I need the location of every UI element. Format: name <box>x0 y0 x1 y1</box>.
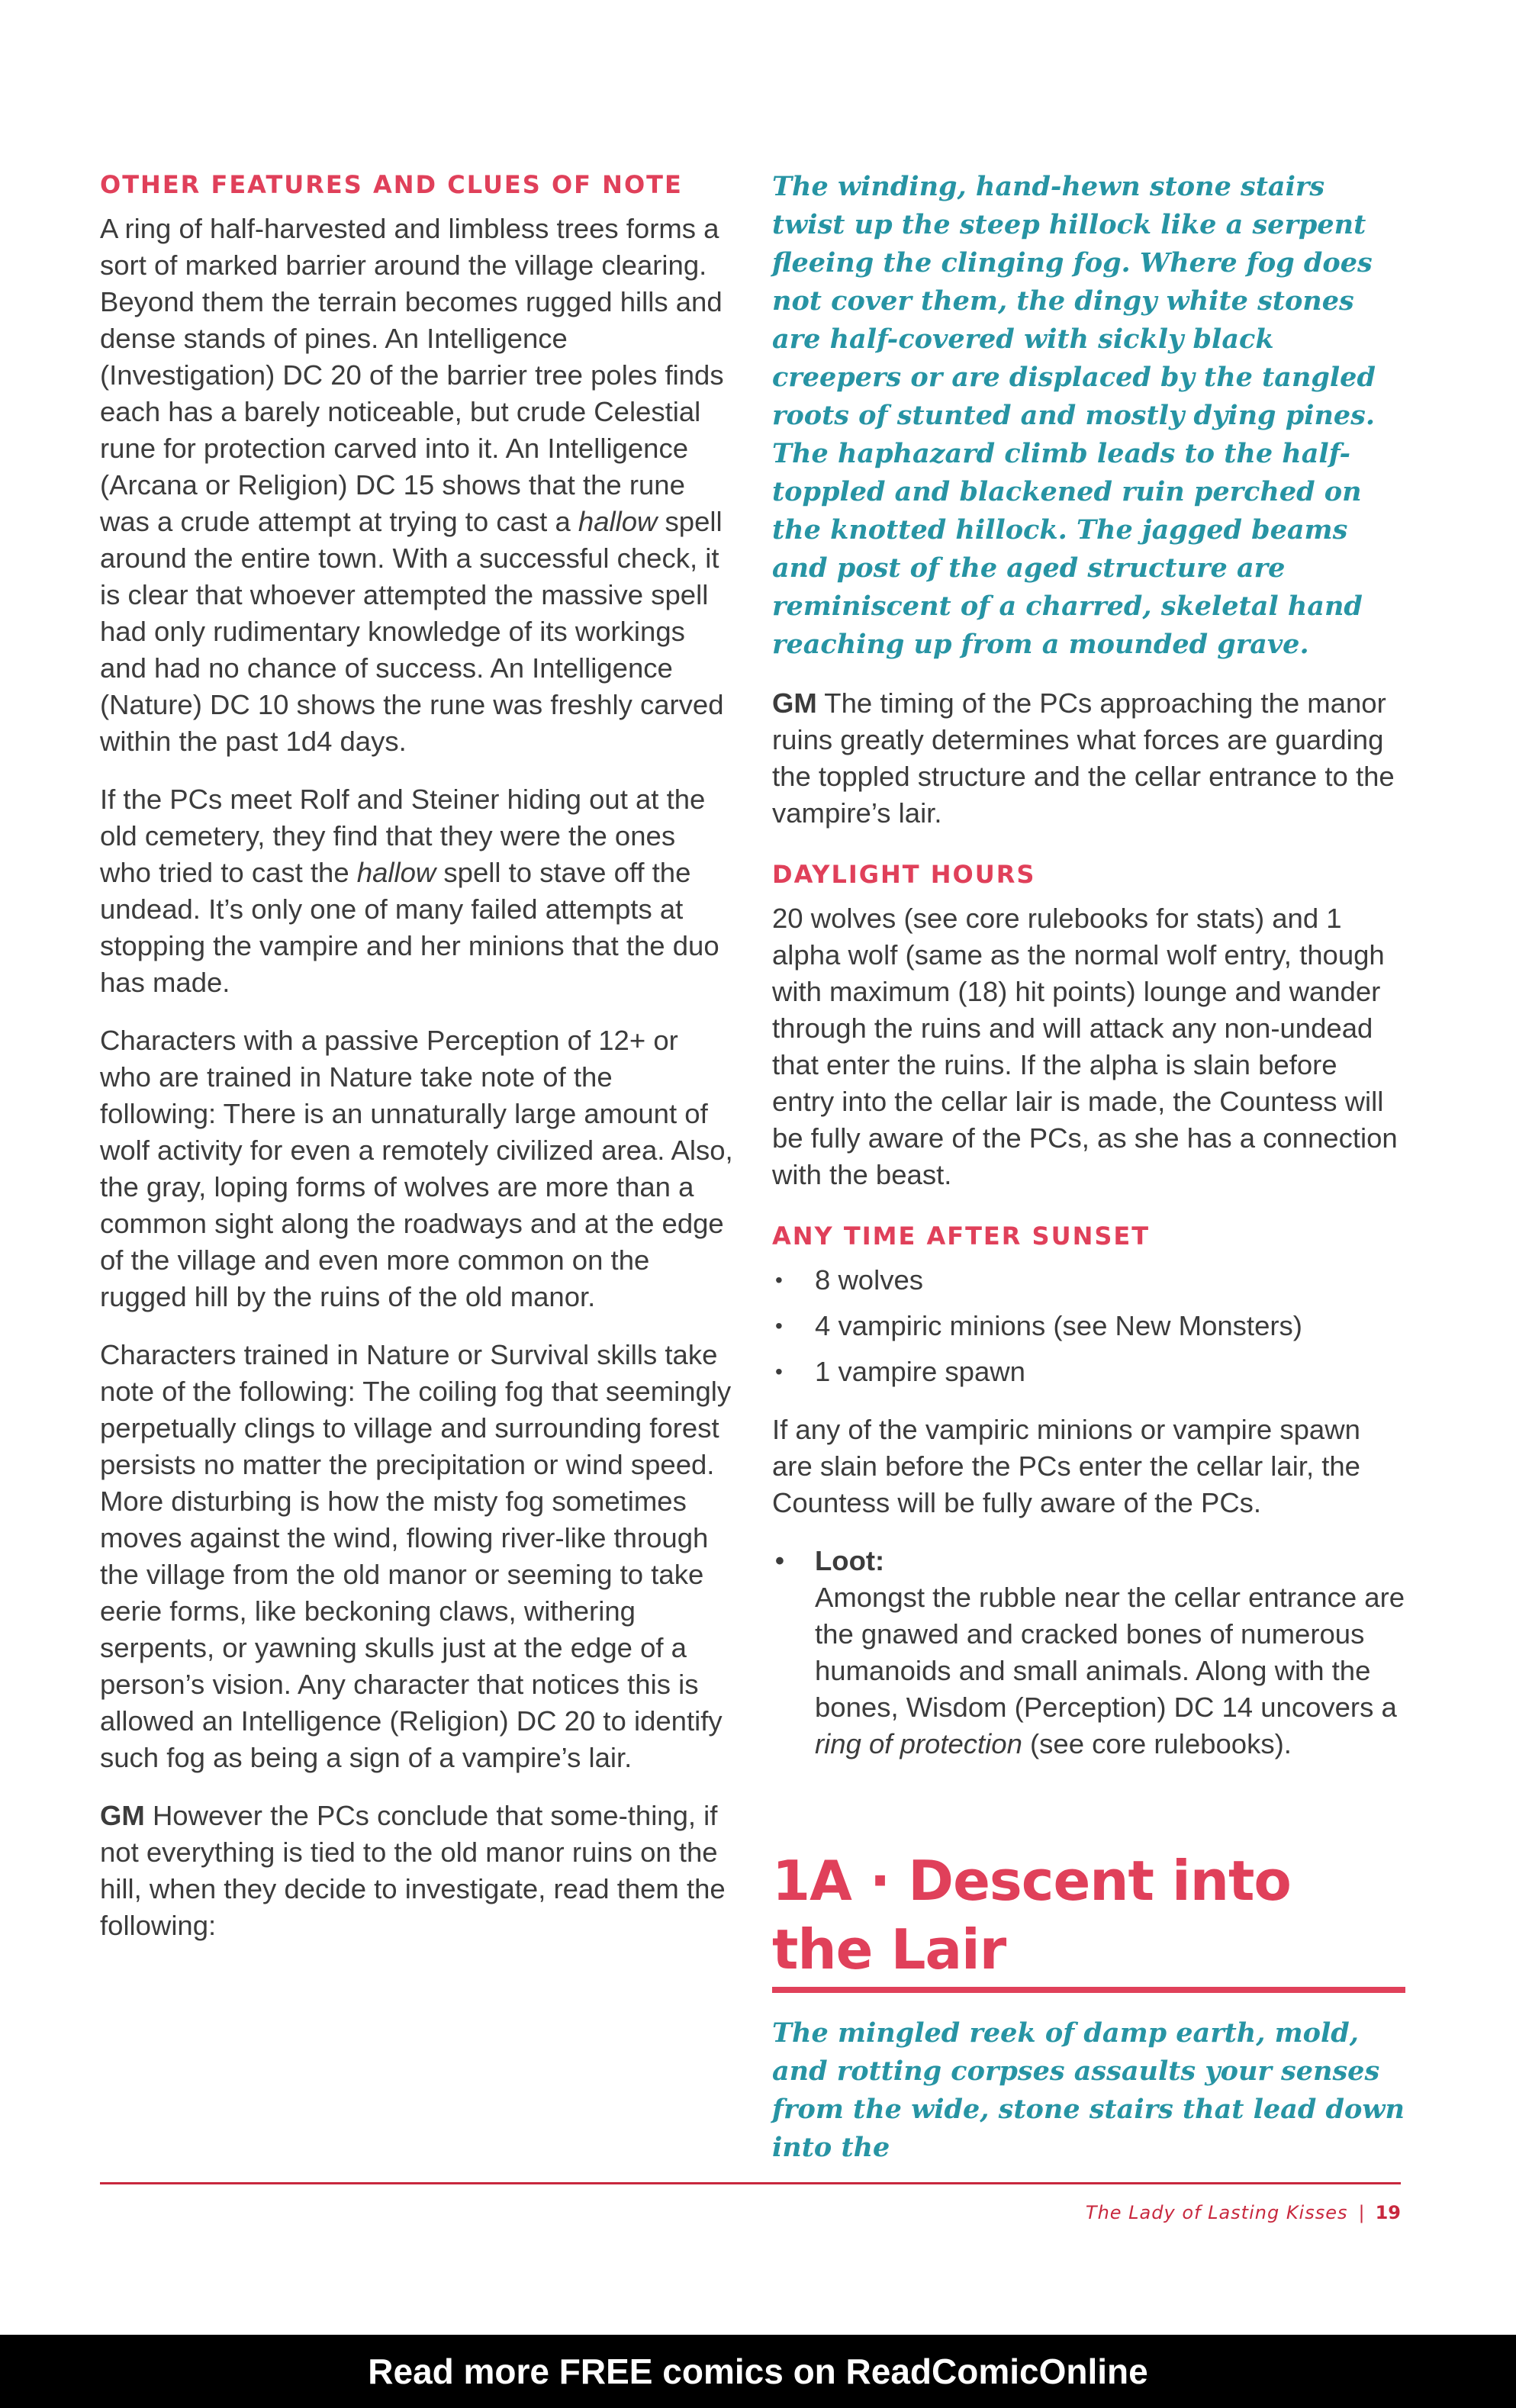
read-aloud-stairs: The winding, hand-hewn stone stairs twist up the steep hillock like a serpent fleeing the clinging fog. Where fog does not cover them, the dingy white stones are half-covered with sickly black creepers or are displaced by the tangled roots of stunted and mostly dying pines. The haphazard climb leads to the half-toppled and blackened ruin perched on the knotted hillock. The jagged beams and post of the aged structure are reminiscent of a charred, skeletal hand reaching up from a mounded grave. <box>772 171 1376 660</box>
paragraph-gm-conclusion: GM However the PCs conclude that some-thing, if not everything is tied to the old manor ruins on the hill, when they decide to investigate, read them the following: <box>100 1800 726 1941</box>
left-column <box>100 168 733 1965</box>
loot-title: • Loot: <box>815 1545 885 1576</box>
footer-separator: | <box>1358 2202 1365 2223</box>
paragraph-barrier-trees: A ring of half-harvested and limbless trees forms a sort of marked barrier around the village clearing. Beyond them the terrain becomes rugged hills and dense stands of pines. An Intelligence (Investigation) DC 20 of the barrier tree poles finds each has a barely noticeable, but crude Celestial rune for protection carved into it. An Intelligence (Arcana or Religion) DC 15 shows that the rune was a crude attempt at trying to cast a hallow spell around the entire town. With a successful check, it is clear that whoever attempted the massive spell had only rudimentary knowledge of its workings and had no chance of success. An Intelligence (Nature) DC 10 shows the rune was freshly carved within the past 1d4 days. <box>100 213 724 757</box>
footer-divider <box>100 2182 1401 2184</box>
list-item: • 4 vampiric minions (see New Monsters) <box>772 1308 1405 1344</box>
paragraph-wolf-activity: Characters with a passive Perception of 12+ or who are trained in Nature take note of the following: There is an unnaturally large amount of wolf activity for even a remotely civilized area. Also, the gray, loping forms of wolves are more than a common sight along the roadways and at the edge of the village and even more common on the rugged hill by the ruins of the old manor. <box>100 1025 733 1312</box>
heading-daylight-hours: DAYLIGHT HOURS <box>772 860 1036 889</box>
paragraph-coiling-fog: Characters trained in Nature or Survival skills take note of the following: The coiling fog that seemingly perpetually clings to village and surrounding forest persists no matter the precipitation or wind speed. More disturbing is how the misty fog sometimes moves against the wind, flowing river-like through the village from the old manor or seeming to take eerie forms, like beckoning claws, withering serpents, or yawning skulls just at the edge of a person’s vision. Any character that notices this is allowed an Intelligence (Religion) DC 20 to identify such fog as being a sign of a vampire’s lair. <box>100 1339 732 1773</box>
read-aloud-descent: The mingled reek of damp earth, mold, and rotting corpses assaults your senses from the wide, stone stairs that lead down into the <box>772 2017 1405 2163</box>
loot-entry: • Loot: Amongst the rubble near the cellar entrance are the gnawed and cracked bones of numerous humanoids and small animals. Along with the bones, Wisdom (Perception) DC 14 uncovers a ring of protection (see core rulebooks). <box>772 1543 1405 1763</box>
sunset-creature-list <box>772 1262 1405 1390</box>
paragraph-gm-timing: GM The timing of the PCs approaching the manor ruins greatly determines what forces are guarding the toppled structure and the cellar entrance to the vampire’s lair. <box>772 687 1395 829</box>
heading-other-features: OTHER FEATURES AND CLUES OF NOTE <box>100 170 683 199</box>
paragraph-daylight: 20 wolves (see core rulebooks for stats) and 1 alpha wolf (same as the normal wolf entry, though with maximum (18) hit points) lounge and wander through the ruins and will attack any non-undead that enter the ruins. If the alpha is slain before entry into the cellar lair is made, the Countess will be fully aware of the PCs, as she has a connection with the beast. <box>772 903 1398 1190</box>
page-number: 19 <box>1375 2202 1401 2223</box>
promo-banner: Read more FREE comics on ReadComicOnline <box>0 2335 1516 2408</box>
section-title: 1A · Descent into the Lair <box>772 1846 1405 1993</box>
gm-label: GM <box>100 1800 145 1831</box>
list-item: • 1 vampire spawn <box>772 1354 1405 1390</box>
footer-book-title: The Lady of Lasting Kisses <box>1085 2202 1348 2223</box>
list-item: • 8 wolves <box>772 1262 1405 1299</box>
page-footer <box>1086 2202 1401 2223</box>
heading-after-sunset: ANY TIME AFTER SUNSET <box>772 1222 1151 1251</box>
paragraph-rolf-steiner: If the PCs meet Rolf and Steiner hiding out at the old cemetery, they find that they were the ones who tried to cast the hallow spell to stave off the undead. It’s only one of many failed attempts at stopping the vampire and her minions that the duo has made. <box>100 784 719 998</box>
gm-label: GM <box>772 687 817 719</box>
paragraph-minions-slain: If any of the vampiric minions or vampire spawn are slain before the PCs enter the cellar lair, the Countess will be fully aware of the PCs. <box>772 1414 1360 1518</box>
right-column <box>772 168 1405 2188</box>
